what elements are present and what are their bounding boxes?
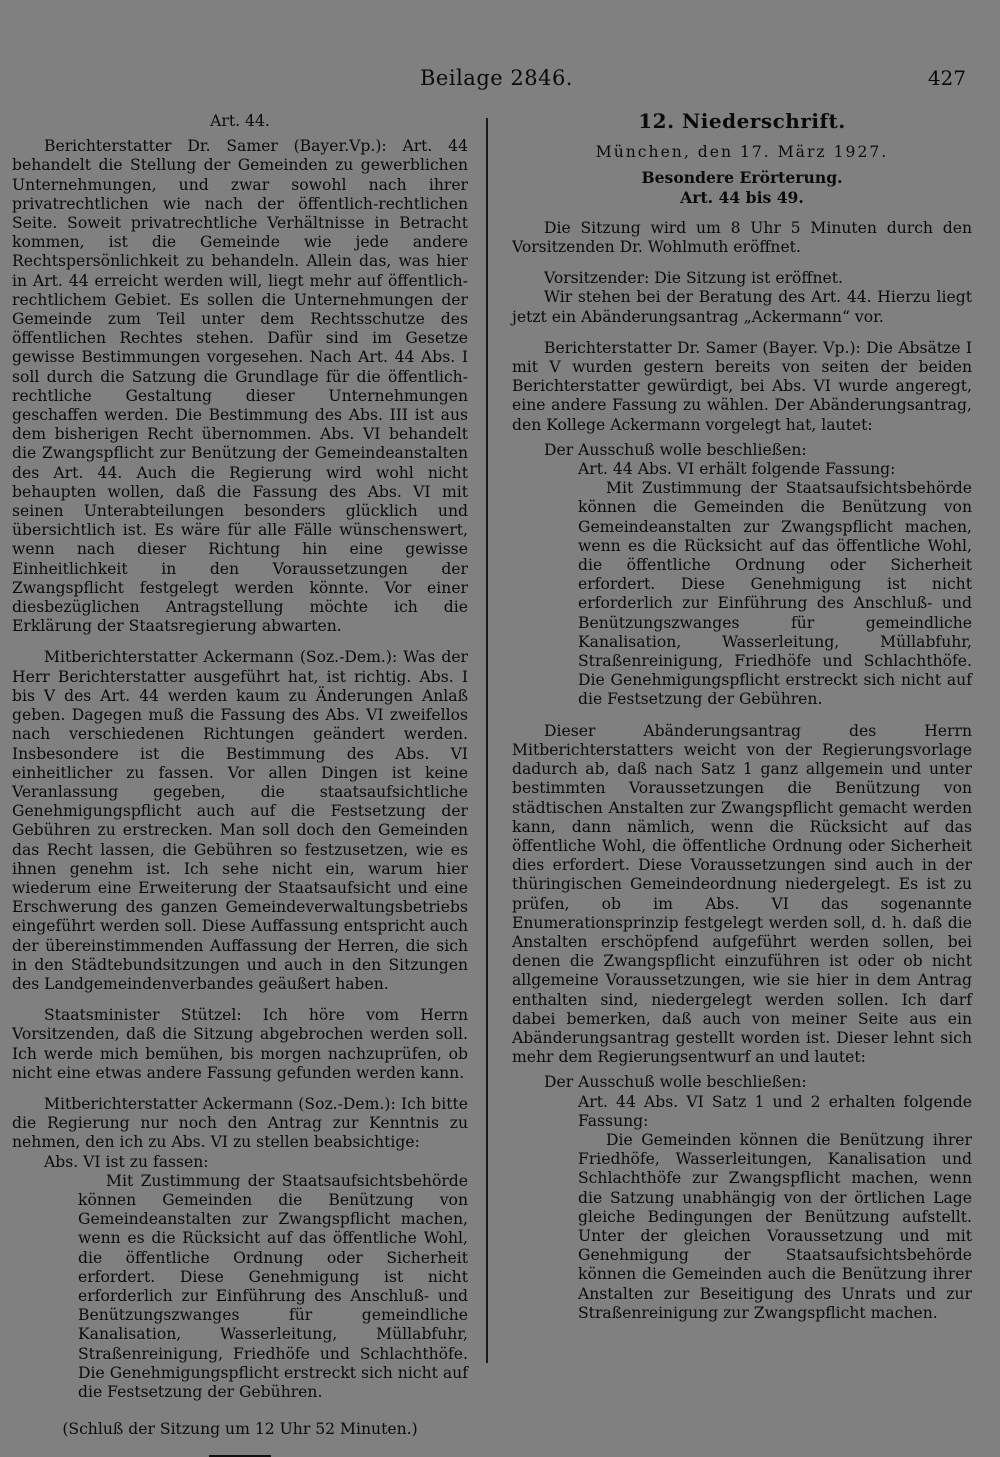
- page-number: 427: [927, 66, 966, 90]
- left-column: [12, 112, 468, 1457]
- subheading-eroerterung: Besondere Erörterung.: [641, 168, 843, 188]
- right-column: [512, 109, 972, 1323]
- column-divider: [486, 118, 488, 1363]
- antrag-text-right: Mit Zustimmung der Staatsaufsichtsbehörde können die Gemeinden die Benützung von Gemeindeanstalten zur Zwangspflicht machen, wenn es die Rücksicht auf das öffentliche Wohl, die öffentliche Ordnung oder Sicherheit erfordert. Diese Genehmigung ist nicht erforderlich zur Einführung des Anschluß- und Benützungszwanges für gemeindliche Kanalisation, Wasserleitung, Müllabfuhr, Straßenreinigung, Friedhöfe und Schlachthöfe. Die Genehmigungspflicht erstreckt sich nicht auf die Festsetzung der Gebühren.: [578, 479, 972, 709]
- antrag-text-right-2: Die Gemeinden können die Benützung ihrer Friedhöfe, Wasserleitungen, Kanalisation und Schlachthöfe zur Zwangspflicht machen, wenn die Satzung unabhängig von der örtlichen Lage gleiche Bedingungen der Benützung aufstellt. Unter der gleichen Voraussetzung und mit Genehmigung der Staatsaufsichtsbehörde können die Gemeinden auch die Benützung ihrer Anstalten zur Beseitigung des Unrats und zur Straßenreinigung zur Zwangspflicht machen.: [578, 1130, 972, 1322]
- paragraph-opening: Die Sitzung wird um 8 Uhr 5 Minuten durch den Vorsitzenden Dr. Wohlmuth eröffnet.: [512, 218, 972, 257]
- paragraph-berichterstatter: Berichterstatter Dr. Samer (Bayer.Vp.): Art. 44 behandelt die Stellung der Gemeinden zu gewerblichen Unternehmungen, und zwar sowohl nach ihrer privatrechtlichen wie nach der öffentlich-rechtlichen Seite. Soweit privatrechtliche Verhältnisse in Betracht kommen, ist die Gemeinde wie jede andere Rechtspersönlichkeit zu behandeln. Allein das, was hier in Art. 44 erreicht werden will, liegt mehr auf öffentlich-rechtlichem Gebiet. Es sollen die Unternehmungen der Gemeinde zum Teil unter dem Rechtsschutze des öffentlichen Rechtes stehen. Dafür sind im Gesetze gewisse Bestimmungen vorgesehen. Nach Art. 44 Abs. I soll durch die Satzung die Grundlage für die öffentlich-rechtliche Gestaltung dieser Unternehmungen geschaffen werden. Die Bestimmung des Abs. III ist aus dem bisherigen Recht übernommen. Abs. VI behandelt die Zwangspflicht zur Benützung der Gemeindeanstalten des Art. 44. Auch die Regierung wird wohl nicht behaupten wollen, daß die Fassung des Abs. VI mit seinen Unterabteilungen besonders glücklich und übersichtlich ist. Es wäre für alle Fälle wünschenswert, wenn nach dieser Richtung hin eine gewisse Einheitlichkeit in den Voraussetzungen der Zwangspflicht festgelegt werden könnte. Vor einer diesbezüglichen Antragstellung möchte ich die Erklärung der Staatsregierung abwarten.: [12, 137, 468, 636]
- session-heading: 12. Niederschrift.: [638, 109, 846, 133]
- running-header: Beilage 2846.: [420, 66, 573, 90]
- paragraph-fassung-1: Art. 44 Abs. VI erhält folgende Fassung:: [578, 460, 896, 479]
- article-heading: Art. 44.: [210, 112, 270, 130]
- paragraph-ausschuss-1: Der Ausschuß wolle beschließen:: [544, 440, 807, 459]
- paragraph-abaenderung: Dieser Abänderungsantrag des Herrn Mitberichterstatters weicht von der Regierungsvorlage dadurch ab, daß nach Satz 1 ganz allgemein und unter bestimmten Voraussetzungen die Benützung von städtischen Anstalten zur Zwangspflicht gemacht werden kann, dann nämlich, wenn die Rücksicht auf das öffentliche Wohl, die öffentliche Ordnung oder Sicherheit dies erfordert. Diese Voraussetzungen sind auch in der thüringischen Gemeindeordnung niedergelegt. Es ist zu prüfen, ob im Abs. VI das sogenannte Enumerationsprinzip festgelegt werden soll, d. h. daß die Anstalten erschöpfend aufgeführt werden sollen, bei denen die Zwangspflicht einzuführen ist oder ob nicht allgemeine Voraussetzungen, wie sie hier in dem Antrag enthalten sind, niedergelegt werden sollen. Ich darf dabei bemerken, daß auch von meiner Seite aus ein Abänderungsantrag gestellt worden ist. Dieser lehnt sich mehr dem Regierungsentwurf an und lautet:: [512, 721, 972, 1067]
- closing-note: (Schluß der Sitzung um 12 Uhr 52 Minuten.): [62, 1420, 418, 1439]
- paragraph-mitberichterstatter-antrag: Mitberichterstatter Ackermann (Soz.-Dem.): Ich bitte die Regierung nur noch den Antrag zur Kenntnis zu nehmen, den ich zu Abs. VI zu stellen beabsichtige:: [12, 1094, 468, 1152]
- paragraph-mitberichterstatter: Mitberichterstatter Ackermann (Soz.-Dem.): Was der Herr Berichterstatter ausgeführt hat, ist richtig. Abs. I bis V des Art. 44 werden kaum zu Änderungen Anlaß geben. Dagegen muß die Fassung des Abs. VI zweifellos nach verschiedenen Richtungen geändert werden. Insbesondere ist die Bestimmung des Abs. VI einheitlicher zu fassen. Vor allen Dingen ist keine Veranlassung gegeben, die staatsaufsichtliche Genehmigungspflicht auch auf die Festsetzung der Gebühren zu erstrecken. Man soll doch den Gemeinden das Recht lassen, die Gebühren so festzusetzen, wie es ihnen genehm ist. Ich sehe nicht ein, warum hier wiederum eine Erweiterung der Staatsaufsicht und eine Erschwerung des ganzen Gemeindeverwaltungsbetriebs eingeführt werden soll. Diese Auffassung entspricht auch der übereinstimmenden Auffassung der Herren, die sich in den Städtebundsitzungen und auch in den Sitzungen des Landgemeindenverbandes geäußert haben.: [12, 648, 468, 993]
- paragraph-berichterstatter-right: Berichterstatter Dr. Samer (Bayer. Vp.): Die Absätze I mit V wurden gestern bereits von seiten der beiden Berichterstatter gewürdigt, bei Abs. VI wurde angeregt, eine andere Fassung zu wählen. Der Abänderungsantrag, den Kollege Ackermann vorgelegt hat, lautet:: [512, 338, 972, 434]
- paragraph-fassung-2: Art. 44 Abs. VI Satz 1 und 2 erhalten folgende Fassung:: [578, 1092, 972, 1130]
- paragraph-vorsitzender: Vorsitzender: Die Sitzung ist eröffnet.: [544, 269, 843, 288]
- paragraph-vorsitzender-cont: Wir stehen bei der Beratung des Art. 44. Hierzu liegt jetzt ein Abänderungsantrag „Ackermann“ vor.: [512, 288, 972, 326]
- antrag-text: Mit Zustimmung der Staatsaufsichtsbehörde können Gemeinden die Benützung von Gemeindeanstalten zur Zwangspflicht machen, wenn es die Rücksicht auf das öffentliche Wohl, die öffentliche Ordnung oder Sicherheit erfordert. Diese Genehmigung ist nicht erforderlich zur Einführung des Anschluß- und Benützungszwanges für gemeindliche Kanalisation, Wasserleitung, Müllabfuhr, Straßenreinigung, Friedhöfe und Schlachthöfe. Die Genehmigungspflicht erstreckt sich nicht auf die Festsetzung der Gebühren.: [78, 1171, 468, 1401]
- subheading-articles: Art. 44 bis 49.: [680, 187, 804, 207]
- paragraph-ausschuss-2: Der Ausschuß wolle beschließen:: [544, 1073, 807, 1092]
- paragraph-staatsminister: Staatsminister Stützel: Ich höre vom Herrn Vorsitzenden, daß die Sitzung abgebrochen werden soll. Ich werde mich bemühen, bis morgen nachzuprüfen, ob nicht eine etwas andere Fassung gefunden werden kann.: [12, 1006, 468, 1082]
- paragraph-antrag-intro: Abs. VI ist zu fassen:: [44, 1152, 209, 1171]
- place-date: München, den 17. März 1927.: [595, 143, 889, 162]
